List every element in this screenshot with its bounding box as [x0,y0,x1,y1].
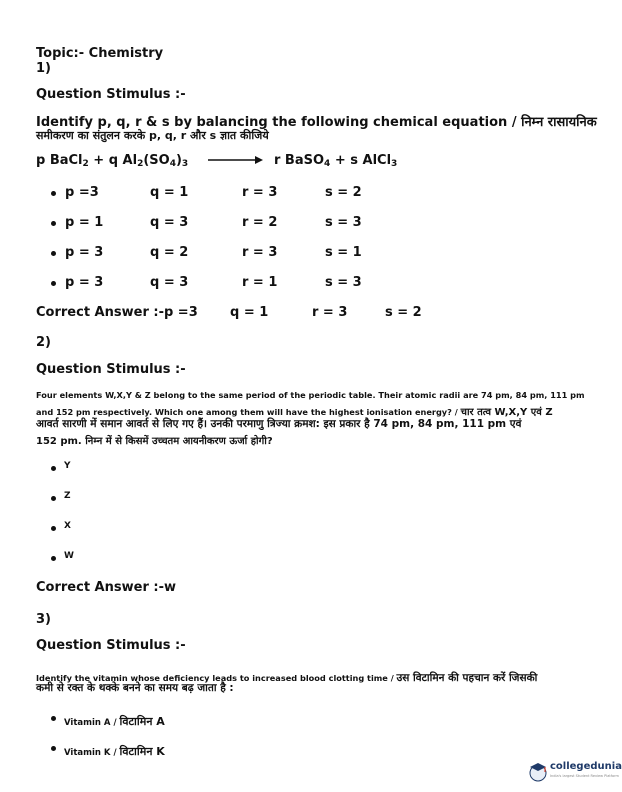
option-s: s = 3 [325,275,362,290]
q1-equation-rhs: r BaSO$_4$ + s AlCl$_3$ [274,153,398,169]
q3-stimulus-label: Question Stimulus :- [36,638,186,653]
q1-equation-lhs: p BaCl$_2$ + q $Al_2(SO_4)_3$ [36,153,189,169]
option-r: r = 3 [242,185,278,200]
q2-text-line2: and 152 pm respectively. Which one among them will have the highest ionisation energy? / चार तत्व W,X,Y एवं Z [36,407,553,418]
option-q: q = 1 [150,185,189,200]
option-s: s = 1 [325,245,362,260]
q2-text-line3: आवर्त सारणी में समान आवर्त से लिए गए हैं। उनकी परमाणु त्रिज्या क्रमश: इस प्रकार है 74 pm, 84 pm, 111 pm एवं [36,418,522,430]
option-p: p =3 [65,185,99,200]
q1-number: 1) [36,61,51,76]
q2-number: 2) [36,335,51,350]
q2-correct-answer: Correct Answer :-w [36,580,176,595]
collegedunia-logo[interactable] [528,758,622,784]
option-q: q = 3 [150,215,189,230]
option-s: s = 2 [325,185,362,200]
reaction-arrow-icon [208,154,264,166]
bullet-icon [51,716,56,721]
q3-text-line1: Identify the vitamin whose deficiency leads to increased blood clotting time / उस विटामिन की पहचान करें जिसकी [36,672,538,684]
q1-text-en: Identify p, q, r & s by balancing the following chemical equation / निम्न रासायनिक [36,115,597,130]
q2-text-line4: 152 pm. निम्न में से किसमें उच्चतम आयनीकरण ऊर्जा होगी? [36,436,273,447]
topic-title: Topic:- Chemistry [36,46,164,61]
option-p: p = 3 [65,275,104,290]
bullet-icon [51,251,56,256]
q1-text-hi: समीकरण का संतुलन करके p, q, r और s ज्ञात कीजिये [36,129,269,142]
bullet-icon [51,746,56,751]
logo-text: collegedunia [550,761,622,772]
bullet-icon [51,466,56,471]
option-q: q = 3 [150,275,189,290]
q2-stimulus-label: Question Stimulus :- [36,362,186,377]
graduation-cap-icon [528,760,548,782]
option-r: r = 3 [242,245,278,260]
bullet-icon [51,496,56,501]
bullet-icon [51,556,56,561]
bullet-icon [51,281,56,286]
option-p: p = 3 [65,245,104,260]
q2-text-line1: Four elements W,X,Y & Z belong to the same period of the periodic table. Their atomic radii are 74 pm, 84 pm, 111 pm [36,390,585,400]
q3-number: 3) [36,612,51,627]
logo-tagline: India's largest Student Review Platform [550,774,619,778]
option-r: r = 1 [242,275,278,290]
q3-text-line2: कमी से रक्त के थक्के बनने का समय बढ़ जाता है : [36,682,234,694]
bullet-icon [51,191,56,196]
bullet-icon [51,221,56,226]
bullet-icon [51,526,56,531]
option-q: q = 2 [150,245,189,260]
option-r: r = 2 [242,215,278,230]
option-s: s = 3 [325,215,362,230]
q1-stimulus-label: Question Stimulus :- [36,87,186,102]
option-p: p = 1 [65,215,104,230]
